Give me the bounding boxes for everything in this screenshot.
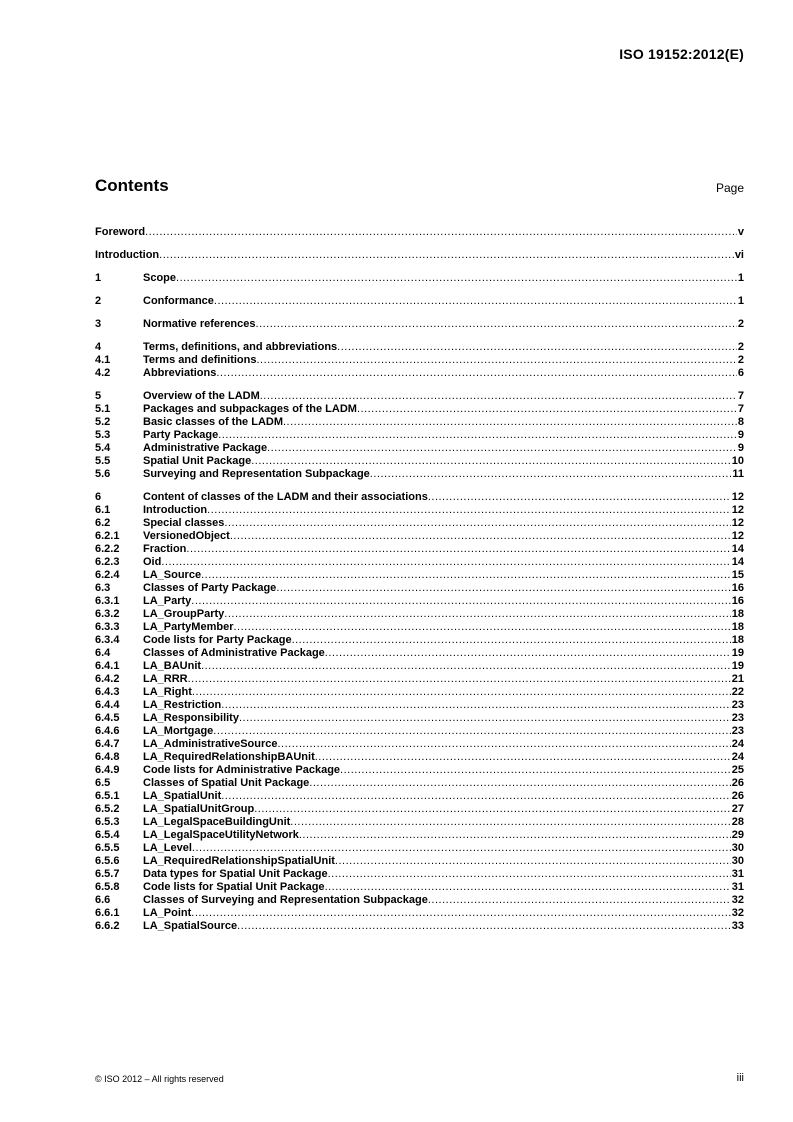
toc-entry-page: 10 [731, 455, 744, 467]
toc-entry[interactable] [95, 272, 744, 285]
toc-entry[interactable] [95, 790, 744, 803]
toc-entry-title: Administrative Package [143, 442, 268, 454]
toc-entry-number: 5.3 [95, 429, 111, 441]
toc-entry[interactable] [95, 803, 744, 816]
toc-leader-dots [186, 543, 730, 556]
toc-leader-dots [299, 829, 731, 842]
toc-entry[interactable] [95, 491, 744, 504]
toc-entry[interactable] [95, 468, 744, 481]
toc-entry-title: LA_Restriction [143, 699, 222, 711]
toc-entry-title: LA_Source [143, 569, 202, 581]
toc-leader-dots [315, 751, 731, 764]
toc-entry-number: 6.4.1 [95, 660, 120, 672]
toc-entry-page: 30 [731, 855, 744, 867]
toc-entry-page: 31 [731, 868, 744, 880]
toc-entry-number: 6.2 [95, 517, 111, 529]
toc-entry-title: Foreword [95, 226, 146, 238]
toc-entry-number: 3 [95, 318, 102, 330]
toc-leader-dots [237, 920, 731, 933]
toc-entry-page: 16 [731, 582, 744, 594]
toc-entry[interactable] [95, 894, 744, 907]
toc-entry-page: 22 [731, 686, 744, 698]
toc-entry-page: vi [734, 249, 744, 261]
toc-entry-title: LA_Responsibility [143, 712, 239, 724]
toc-entry-page: 14 [731, 543, 744, 555]
toc-entry-number: 6.3.4 [95, 634, 120, 646]
toc-entry[interactable] [95, 354, 744, 367]
toc-entry[interactable] [95, 738, 744, 751]
toc-entry-page: 18 [731, 621, 744, 633]
toc-entry[interactable] [95, 556, 744, 569]
toc-entry-number: 6.3.3 [95, 621, 120, 633]
toc-entry-title: Abbreviations [143, 367, 217, 379]
toc-entry-title: Classes of Party Package [143, 582, 277, 594]
toc-entry-title: Code lists for Party Package [143, 634, 292, 646]
toc-entry-number: 6.4.8 [95, 751, 120, 763]
toc-entry-page: 18 [731, 608, 744, 620]
toc-entry-title: Introduction [143, 504, 208, 516]
toc-entry-title: Content of classes of the LADM and their associations [143, 491, 428, 503]
toc-entry[interactable] [95, 569, 744, 582]
toc-leader-dots [325, 647, 731, 660]
toc-entry[interactable] [95, 634, 744, 647]
toc-leader-dots [213, 725, 730, 738]
table-of-contents [95, 226, 744, 933]
toc-entry-title: Overview of the LADM [143, 390, 260, 402]
toc-entry[interactable] [95, 341, 744, 354]
toc-entry-number: 4 [95, 341, 102, 353]
toc-leader-dots [161, 556, 730, 569]
toc-entry-title: Surveying and Representation Subpackage [143, 468, 370, 480]
toc-entry-title: LA_Level [143, 842, 192, 854]
toc-entry[interactable] [95, 543, 744, 556]
toc-leader-dots [335, 855, 731, 868]
toc-entry-page: 12 [731, 517, 744, 529]
toc-entry[interactable] [95, 660, 744, 673]
toc-entry-page: 30 [731, 842, 744, 854]
toc-entry-number: 6.4.5 [95, 712, 120, 724]
toc-leader-dots [230, 530, 731, 543]
toc-leader-dots [340, 764, 731, 777]
toc-leader-dots [191, 907, 730, 920]
toc-entry-number: 6 [95, 491, 102, 503]
toc-entry-title: Packages and subpackages of the LADM [143, 403, 357, 415]
toc-leader-dots [254, 803, 731, 816]
toc-entry-page: 19 [731, 660, 744, 672]
toc-entry-title: LA_RequiredRelationshipBAUnit [143, 751, 315, 763]
toc-entry-number: 6.4.7 [95, 738, 120, 750]
toc-entry-page: 24 [731, 751, 744, 763]
toc-leader-dots [357, 403, 737, 416]
toc-entry[interactable] [95, 647, 744, 660]
toc-entry-number: 5.5 [95, 455, 111, 467]
document-code: ISO 19152:2012(E) [619, 46, 744, 62]
toc-entry-page: 24 [731, 738, 744, 750]
toc-entry[interactable] [95, 429, 744, 442]
toc-entry-page: 11 [732, 468, 744, 480]
toc-leader-dots [277, 738, 730, 751]
toc-entry-page: 6 [737, 367, 744, 379]
toc-entry[interactable] [95, 390, 744, 403]
toc-entry[interactable] [95, 920, 744, 933]
toc-entry-title: Fraction [143, 543, 187, 555]
toc-entry-title: Conformance [143, 295, 214, 307]
toc-entry-title: LA_LegalSpaceBuildingUnit [143, 816, 291, 828]
toc-entry-number: 6.5.2 [95, 803, 120, 815]
toc-leader-dots [260, 390, 737, 403]
toc-entry[interactable] [95, 764, 744, 777]
toc-leader-dots [309, 777, 730, 790]
toc-entry-page: 14 [731, 556, 744, 568]
toc-leader-dots [218, 429, 737, 442]
toc-entry-number: 6.5.7 [95, 868, 120, 880]
toc-leader-dots [428, 491, 731, 504]
toc-leader-dots [428, 894, 731, 907]
toc-entry-number: 6.6.2 [95, 920, 120, 932]
toc-entry[interactable] [95, 829, 744, 842]
toc-entry-page: 28 [731, 816, 744, 828]
toc-leader-dots [290, 816, 730, 829]
toc-entry-number: 6.4.3 [95, 686, 120, 698]
toc-entry-page: 2 [737, 341, 744, 353]
toc-entry-number: 6.5.4 [95, 829, 120, 841]
toc-entry-page: 1 [737, 295, 744, 307]
toc-entry-title: Terms and definitions [143, 354, 257, 366]
toc-entry[interactable] [95, 367, 744, 380]
toc-leader-dots [216, 367, 737, 380]
toc-entry[interactable] [95, 725, 744, 738]
toc-entry-number: 2 [95, 295, 102, 307]
toc-entry[interactable] [95, 816, 744, 829]
toc-entry-number: 6.2.2 [95, 543, 120, 555]
toc-entry-title: Party Package [143, 429, 219, 441]
toc-entry-page: 12 [731, 530, 744, 542]
toc-entry[interactable] [95, 403, 744, 416]
toc-entry[interactable] [95, 712, 744, 725]
toc-entry-number: 5.1 [95, 403, 111, 415]
toc-entry-title: Oid [143, 556, 162, 568]
toc-entry-number: 6.3.1 [95, 595, 120, 607]
toc-leader-dots [283, 416, 737, 429]
toc-leader-dots [221, 790, 731, 803]
toc-entry-page: v [737, 226, 744, 238]
toc-entry[interactable] [95, 530, 744, 543]
toc-leader-dots [224, 517, 730, 530]
toc-entry-title: LA_Right [143, 686, 192, 698]
toc-entry-page: 7 [737, 403, 744, 415]
copyright-notice: © ISO 2012 – All rights reserved [95, 1074, 224, 1084]
toc-leader-dots [276, 582, 730, 595]
toc-leader-dots [159, 249, 734, 262]
toc-entry-title: LA_SpatialSource [143, 920, 238, 932]
toc-entry-number: 6.3.2 [95, 608, 120, 620]
toc-entry-title: Terms, definitions, and abbreviations [143, 341, 338, 353]
toc-entry-page: 8 [737, 416, 744, 428]
toc-entry[interactable] [95, 881, 744, 894]
toc-entry-page: 7 [737, 390, 744, 402]
toc-entry-title: LA_SpatialUnitGroup [143, 803, 255, 815]
toc-leader-dots [201, 660, 731, 673]
toc-leader-dots [221, 699, 731, 712]
toc-entry-page: 15 [731, 569, 744, 581]
toc-entry-title: LA_LegalSpaceUtilityNetwork [143, 829, 299, 841]
toc-entry-title: Introduction [95, 249, 160, 261]
toc-leader-dots [267, 442, 737, 455]
toc-leader-dots [145, 226, 737, 239]
toc-entry-number: 5.4 [95, 442, 111, 454]
toc-entry-page: 26 [731, 790, 744, 802]
toc-entry[interactable] [95, 842, 744, 855]
toc-leader-dots [188, 673, 731, 686]
toc-entry-number: 6.5.1 [95, 790, 120, 802]
toc-leader-dots [201, 569, 731, 582]
toc-entry[interactable] [95, 673, 744, 686]
toc-entry[interactable] [95, 442, 744, 455]
toc-entry[interactable] [95, 455, 744, 468]
toc-leader-dots [256, 318, 737, 331]
toc-entry-title: LA_BAUnit [143, 660, 202, 672]
toc-entry-number: 6.5.3 [95, 816, 120, 828]
toc-entry[interactable] [95, 295, 744, 308]
toc-entry-page: 23 [731, 699, 744, 711]
toc-entry[interactable] [95, 595, 744, 608]
toc-entry-page: 2 [737, 318, 744, 330]
contents-heading: Contents [95, 176, 169, 195]
toc-entry-number: 4.2 [95, 367, 111, 379]
toc-entry-page: 9 [737, 429, 744, 441]
toc-leader-dots [328, 868, 731, 881]
toc-entry-number: 6.2.1 [95, 530, 120, 542]
toc-entry-title: LA_Party [143, 595, 192, 607]
toc-entry-number: 6.4 [95, 647, 111, 659]
toc-entry[interactable] [95, 608, 744, 621]
toc-leader-dots [192, 686, 731, 699]
toc-entry-title: VersionedObject [143, 530, 230, 542]
toc-entry-page: 25 [731, 764, 744, 776]
toc-entry[interactable] [95, 855, 744, 868]
toc-entry-title: Code lists for Spatial Unit Package [143, 881, 325, 893]
toc-leader-dots [224, 608, 730, 621]
toc-entry-number: 6.4.4 [95, 699, 120, 711]
toc-entry-number: 5 [95, 390, 102, 402]
toc-entry-title: LA_Point [143, 907, 192, 919]
toc-entry-page: 27 [731, 803, 744, 815]
toc-entry-title: Basic classes of the LADM [143, 416, 283, 428]
toc-entry-number: 1 [95, 272, 102, 284]
toc-entry[interactable] [95, 686, 744, 699]
toc-entry-number: 6.3 [95, 582, 111, 594]
toc-entry-number: 6.5.6 [95, 855, 120, 867]
toc-leader-dots [192, 842, 731, 855]
toc-entry-page: 9 [737, 442, 744, 454]
toc-entry-page: 12 [731, 491, 744, 503]
toc-entry-page: 31 [731, 881, 744, 893]
toc-entry-page: 1 [737, 272, 744, 284]
toc-entry-page: 23 [731, 712, 744, 724]
toc-entry-number: 6.5.8 [95, 881, 120, 893]
toc-leader-dots [256, 354, 736, 367]
toc-entry-title: Normative references [143, 318, 256, 330]
toc-entry-title: LA_Mortgage [143, 725, 214, 737]
toc-entry-title: LA_SpatialUnit [143, 790, 222, 802]
toc-entry-page: 19 [731, 647, 744, 659]
toc-entry-title: Data types for Spatial Unit Package [143, 868, 328, 880]
toc-entry-page: 12 [731, 504, 744, 516]
toc-entry-title: LA_GroupParty [143, 608, 225, 620]
toc-entry-number: 6.4.6 [95, 725, 120, 737]
toc-entry-number: 6.2.4 [95, 569, 120, 581]
toc-entry-page: 29 [731, 829, 744, 841]
toc-entry-title: Scope [143, 272, 177, 284]
toc-entry[interactable] [95, 249, 744, 262]
toc-leader-dots [207, 504, 731, 517]
toc-entry-title: Classes of Administrative Package [143, 647, 325, 659]
toc-leader-dots [191, 595, 730, 608]
toc-entry-page: 16 [731, 595, 744, 607]
toc-entry-page: 2 [737, 354, 744, 366]
toc-leader-dots [325, 881, 731, 894]
toc-leader-dots [251, 455, 731, 468]
toc-entry-title: LA_PartyMember [143, 621, 234, 633]
toc-entry[interactable] [95, 504, 744, 517]
toc-entry-page: 26 [731, 777, 744, 789]
toc-entry-title: LA_RRR [143, 673, 188, 685]
toc-entry-number: 6.4.2 [95, 673, 120, 685]
toc-leader-dots [292, 634, 731, 647]
page-number: iii [736, 1072, 744, 1084]
toc-entry-number: 5.2 [95, 416, 111, 428]
toc-entry-title: LA_AdministrativeSource [143, 738, 278, 750]
toc-entry-title: Classes of Surveying and Representation Subpackage [143, 894, 428, 906]
toc-entry-number: 6.1 [95, 504, 111, 516]
toc-entry[interactable] [95, 582, 744, 595]
page-column-label: Page [715, 181, 744, 195]
toc-entry[interactable] [95, 907, 744, 920]
toc-entry-number: 5.6 [95, 468, 111, 480]
toc-entry-page: 32 [731, 907, 744, 919]
toc-leader-dots [370, 468, 732, 481]
toc-entry-number: 6.5 [95, 777, 111, 789]
toc-entry[interactable] [95, 318, 744, 331]
toc-leader-dots [233, 621, 730, 634]
toc-entry-number: 6.2.3 [95, 556, 120, 568]
toc-entry-page: 21 [731, 673, 744, 685]
toc-entry-number: 6.6.1 [95, 907, 120, 919]
toc-entry-title: Spatial Unit Package [143, 455, 252, 467]
toc-entry-title: Code lists for Administrative Package [143, 764, 341, 776]
toc-leader-dots [337, 341, 737, 354]
toc-entry-title: LA_RequiredRelationshipSpatialUnit [143, 855, 335, 867]
toc-entry[interactable] [95, 226, 744, 239]
toc-entry-page: 23 [731, 725, 744, 737]
toc-entry[interactable] [95, 777, 744, 790]
toc-entry-number: 4.1 [95, 354, 111, 366]
toc-leader-dots [239, 712, 731, 725]
toc-entry[interactable] [95, 868, 744, 881]
toc-entry[interactable] [95, 751, 744, 764]
toc-entry-title: Classes of Spatial Unit Package [143, 777, 310, 789]
toc-leader-dots [176, 272, 737, 285]
toc-entry-title: Special classes [143, 517, 225, 529]
toc-entry-number: 6.5.5 [95, 842, 120, 854]
toc-entry-page: 18 [731, 634, 744, 646]
toc-entry-number: 6.6 [95, 894, 111, 906]
toc-entry[interactable] [95, 517, 744, 530]
toc-entry-page: 32 [731, 894, 744, 906]
toc-entry-number: 6.4.9 [95, 764, 120, 776]
toc-entry-page: 33 [731, 920, 744, 932]
toc-entry[interactable] [95, 416, 744, 429]
toc-leader-dots [214, 295, 737, 308]
toc-entry[interactable] [95, 621, 744, 634]
toc-entry[interactable] [95, 699, 744, 712]
